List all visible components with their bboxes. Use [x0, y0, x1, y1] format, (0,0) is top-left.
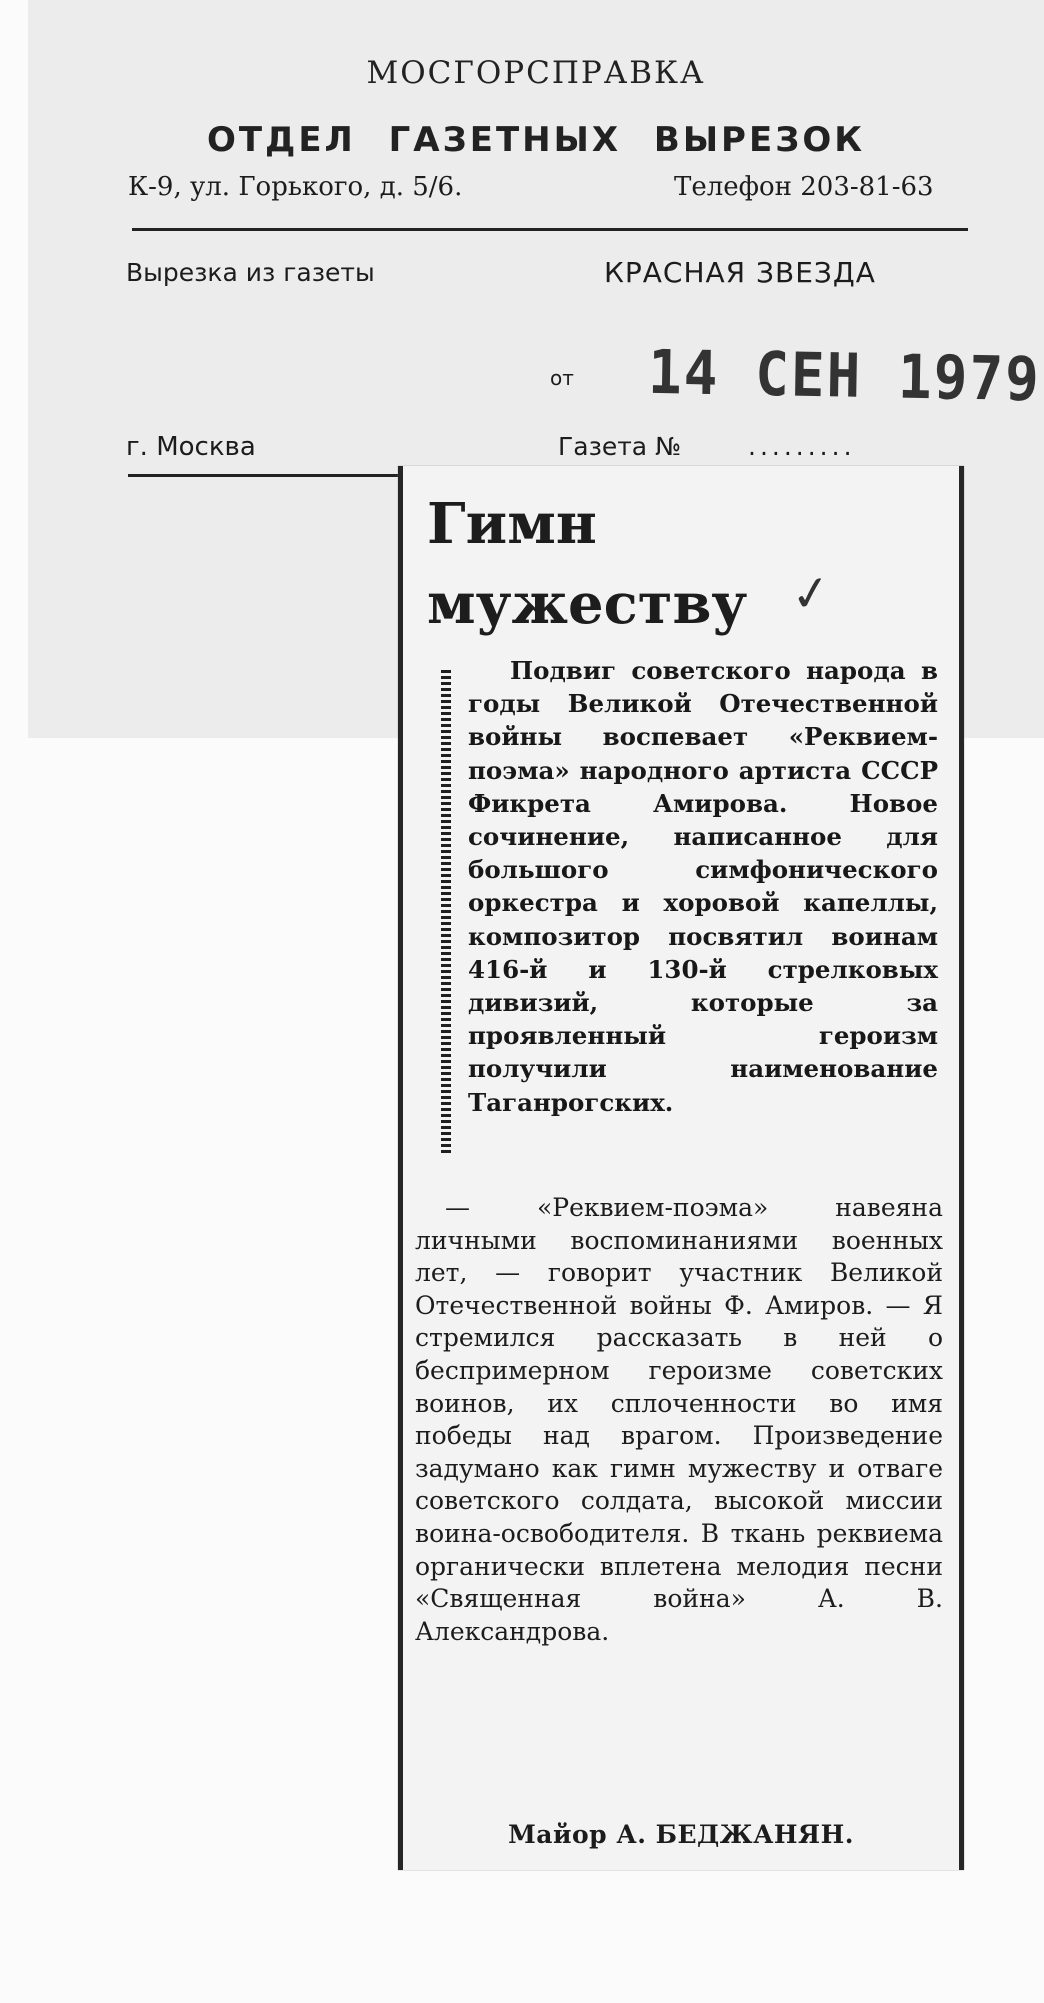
clipping-label: Вырезка из газеты — [126, 258, 375, 287]
date-stamp: 14 СЕН 1979 — [647, 337, 1042, 416]
department-name: ОТДЕЛ ГАЗЕТНЫХ ВЫРЕЗОК — [206, 120, 866, 160]
city-underline — [128, 474, 428, 477]
city-label: г. Москва — [126, 432, 256, 462]
issue-label: Газета № — [558, 432, 682, 461]
issue-number-blank: ......... — [748, 432, 856, 461]
agency-phone: Телефон 203-81-63 — [674, 172, 934, 202]
checkmark-icon: ✓ — [787, 563, 835, 625]
decorative-rule — [441, 670, 451, 1154]
newspaper-clipping — [398, 466, 964, 1870]
agency-name: МОСГОРСПРАВКА — [366, 55, 706, 91]
header-divider — [132, 228, 968, 231]
article-byline: Майор А. БЕДЖАНЯН. — [508, 1820, 854, 1849]
newspaper-name: КРАСНАЯ ЗВЕЗДА — [604, 256, 876, 289]
article-body: — «Реквием-поэма» навеяна личными воспоминаниями военных лет, — говорит участник Великой Отечественной войны Ф. Амиров. — Я стремился рассказать в ней о беспримерном героизме советских воинов, их сплоченности во имя победы над врагом. Произведение задумано как гимн мужеству и отваге советского солдата, высокой миссии воина-освободителя. В ткань реквиема органически вплетена мелодия песни «Священная война» А. В. Александрова. — [415, 1193, 943, 1646]
article-headline: Гимн мужеству — [427, 491, 748, 637]
agency-address: К-9, ул. Горького, д. 5/6. — [128, 172, 463, 202]
date-label: от — [550, 366, 574, 390]
article-lead: Подвиг советского народа в годы Великой Отечественной войны воспевает «Реквием-поэма» народного артиста СССР Фикрета Амирова. Новое сочинение, написанное для большого симфонического оркестра и хоровой капеллы, композитор посвятил воинам 416-й и 130-й стрелковых дивизий, которые за проявленный героизм получили наименование Таганрогских. — [468, 656, 938, 1117]
